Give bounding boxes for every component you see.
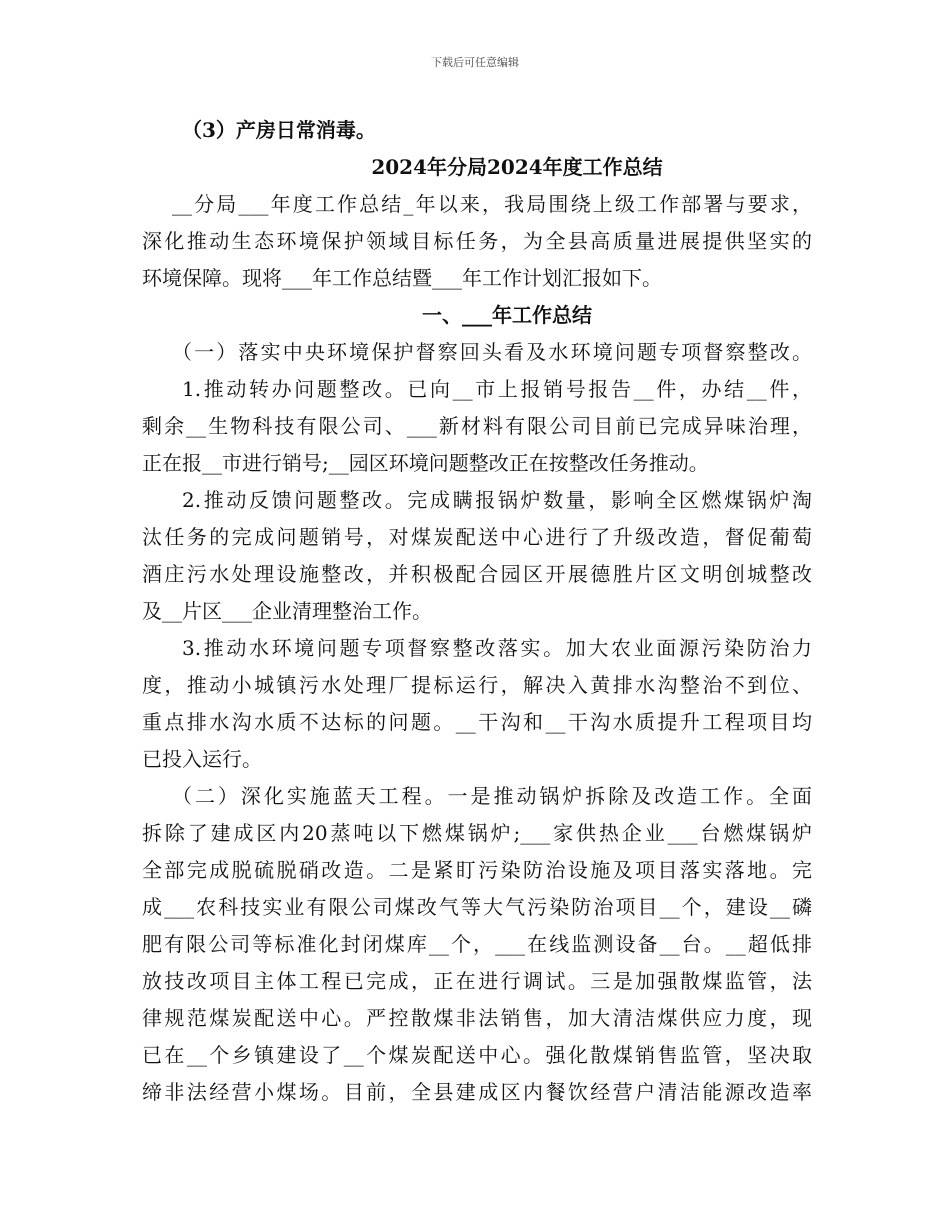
paragraph-line: 及__片区___企业清理整治工作。 <box>142 599 432 623</box>
paragraph-line: 深化推动生态环境保护领域目标任务，为全县高质量进展提供坚实的 <box>142 229 812 253</box>
paragraph-line: 成___农科技实业有限公司煤改气等大气污染防治项目__个，建设__磷 <box>142 895 812 919</box>
paragraph-line: 2.推动反馈问题整改。完成瞒报锅炉数量，影响全区燃煤锅炉淘 <box>182 488 812 512</box>
paragraph-line: 已在__个乡镇建设了__个煤炭配送中心。强化散煤销售监管，坚决取 <box>142 1043 812 1067</box>
paragraph-line: 酒庄污水处理设施整改，并积极配合园区开展德胜片区文明创城整改 <box>142 562 812 586</box>
section-heading-3: （3）产房日常消毒。 <box>182 118 376 142</box>
subsection-heading: （二）深化实施蓝天工程。一是推动锅炉拆除及改造工作。全面 <box>172 784 812 808</box>
paragraph-line: 度，推动小城镇污水处理厂提标运行，解决入黄排水沟整治不到位、 <box>142 673 812 697</box>
document-body <box>142 112 812 1111</box>
paragraph-line: 1.推动转办问题整改。已向__市上报销号报告__件，办结__件， <box>182 377 812 401</box>
chapter-heading: 一、___年工作总结 <box>422 303 592 327</box>
paragraph-line: 已投入运行。 <box>142 747 262 771</box>
paragraph-line: 重点排水沟水质不达标的问题。__干沟和__干沟水质提升工程项目均 <box>142 710 812 734</box>
page-header-note: 下载后可任意编辑 <box>431 56 519 69</box>
paragraph-line: 汰任务的完成问题销号，对煤炭配送中心进行了升级改造，督促葡萄 <box>142 525 812 549</box>
paragraph-line: 拆除了建成区内20蒸吨以下燃煤锅炉;___家供热企业___台燃煤锅炉 <box>142 821 812 845</box>
paragraph-line: 正在报__市进行销号;__园区环境问题整改正在按整改任务推动。 <box>142 451 709 475</box>
paragraph-line: 全部完成脱硫脱硝改造。二是紧盯污染防治设施及项目落实落地。完 <box>142 858 812 882</box>
paragraph-line: 律规范煤炭配送中心。严控散煤非法销售，加大清洁煤供应力度，现 <box>142 1006 812 1030</box>
subsection-heading: （一）落实中央环境保护督察回头看及水环境问题专项督察整改。 <box>172 340 812 364</box>
document-title: 2024年分局2024年度工作总结 <box>371 155 663 179</box>
paragraph-line: 缔非法经营小煤场。目前，全县建成区内餐饮经营户清洁能源改造率 <box>142 1080 812 1104</box>
paragraph-line: __分局___年度工作总结_年以来，我局围绕上级工作部署与要求， <box>172 192 812 216</box>
paragraph-line: 肥有限公司等标准化封闭煤库__个，___在线监测设备__台。__超低排 <box>142 932 812 956</box>
paragraph-line: 剩余__生物科技有限公司、___新材料有限公司目前已完成异味治理， <box>142 414 812 438</box>
paragraph-line: 环境保障。现将___年工作总结暨___年工作计划汇报如下。 <box>142 266 662 290</box>
paragraph-line: 3.推动水环境问题专项督察整改落实。加大农业面源污染防治力 <box>182 636 812 660</box>
paragraph-line: 放技改项目主体工程已完成，正在进行调试。三是加强散煤监管，法 <box>142 969 812 993</box>
